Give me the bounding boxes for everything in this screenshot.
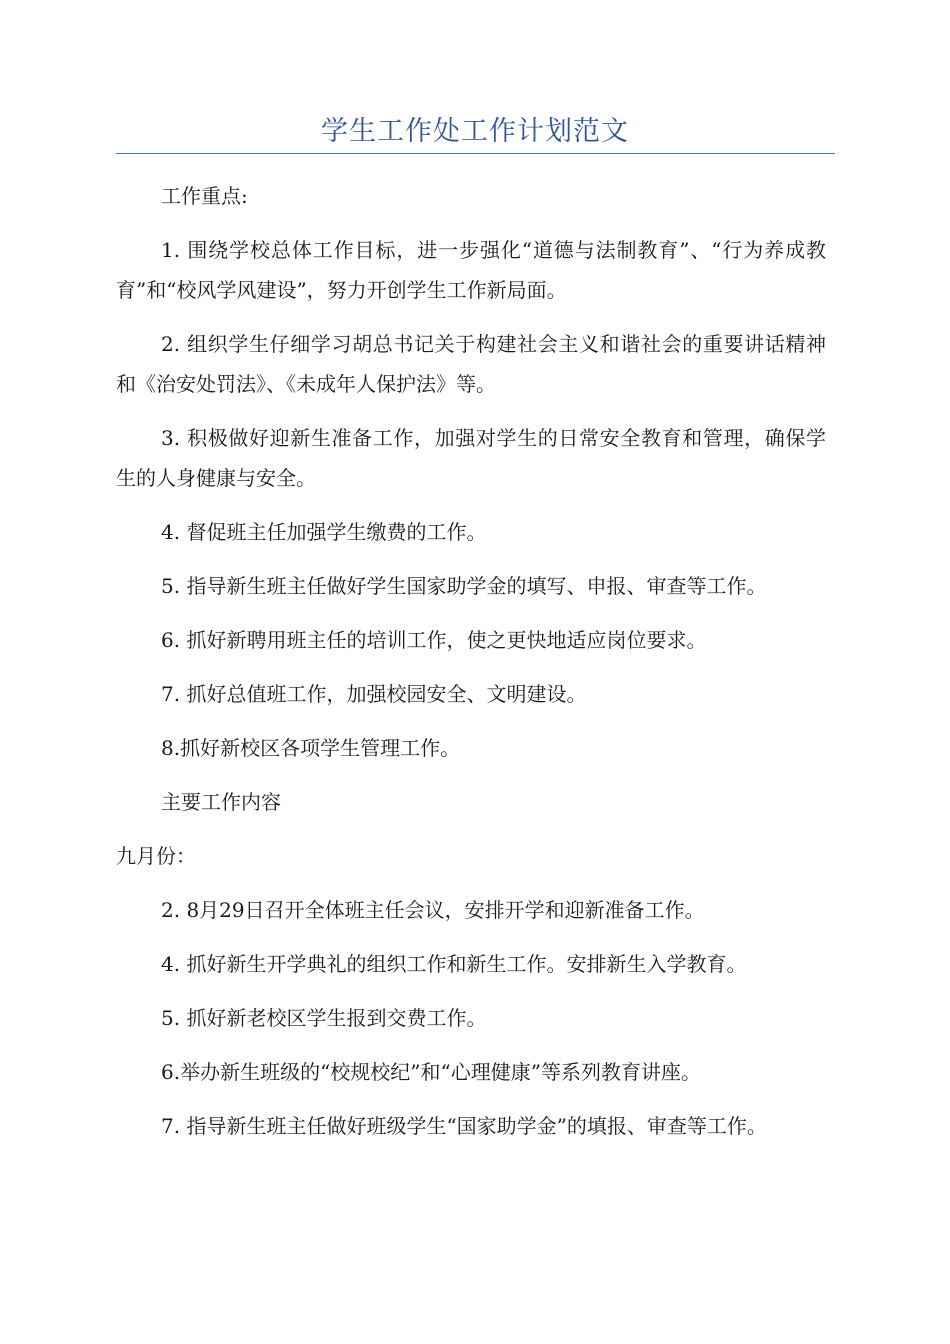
paragraph-sept-item-2: 2. 8月29日召开全体班主任会议，安排开学和迎新准备工作。 [161, 898, 705, 922]
paragraph-item-7: 7. 抓好总值班工作，加强校园安全、文明建设。 [161, 682, 587, 706]
document-body [116, 176, 826, 1160]
paragraph-sept-item-4: 4. 抓好新生开学典礼的组织工作和新生工作。安排新生入学教育。 [161, 952, 747, 976]
paragraph-item-4: 4. 督促班主任加强学生缴费的工作。 [161, 520, 487, 544]
document-title: 学生工作处工作计划范文 [321, 116, 629, 147]
paragraph-sept-item-5: 5. 抓好新老校区学生报到交费工作。 [161, 1006, 487, 1030]
paragraph-main-content-heading: 主要工作内容 [161, 790, 281, 814]
paragraph-item-5: 5. 指导新生班主任做好学生国家助学金的填写、申报、审查等工作。 [161, 574, 767, 598]
paragraph-item-3: 3. 积极做好迎新生准备工作，加强对学生的日常安全教育和管理，确保学生的人身健康与安全。 [116, 426, 826, 490]
paragraph-item-6: 6. 抓好新聘用班主任的培训工作，使之更快地适应岗位要求。 [161, 628, 707, 652]
paragraph-september-heading: 九月份： [116, 844, 196, 868]
paragraph-item-2: 2. 组织学生仔细学习胡总书记关于构建社会主义和谐社会的重要讲话精神和《治安处罚法》、《未成年人保护法》等。 [116, 332, 826, 396]
paragraph-sept-item-6: 6.举办新生班级的“校规校纪”和“心理健康”等系列教育讲座。 [161, 1060, 701, 1084]
paragraph-sept-item-7: 7. 指导新生班主任做好班级学生“国家助学金”的填报、审查等工作。 [161, 1114, 767, 1138]
paragraph-item-8: 8.抓好新校区各项学生管理工作。 [161, 736, 461, 760]
title-underline [116, 153, 835, 154]
paragraph-item-1: 1. 围绕学校总体工作目标，进一步强化“道德与法制教育”、“行为养成教育”和“校风学风建设”，努力开创学生工作新局面。 [116, 238, 826, 302]
paragraph-focus-heading: 工作重点: [161, 184, 248, 208]
